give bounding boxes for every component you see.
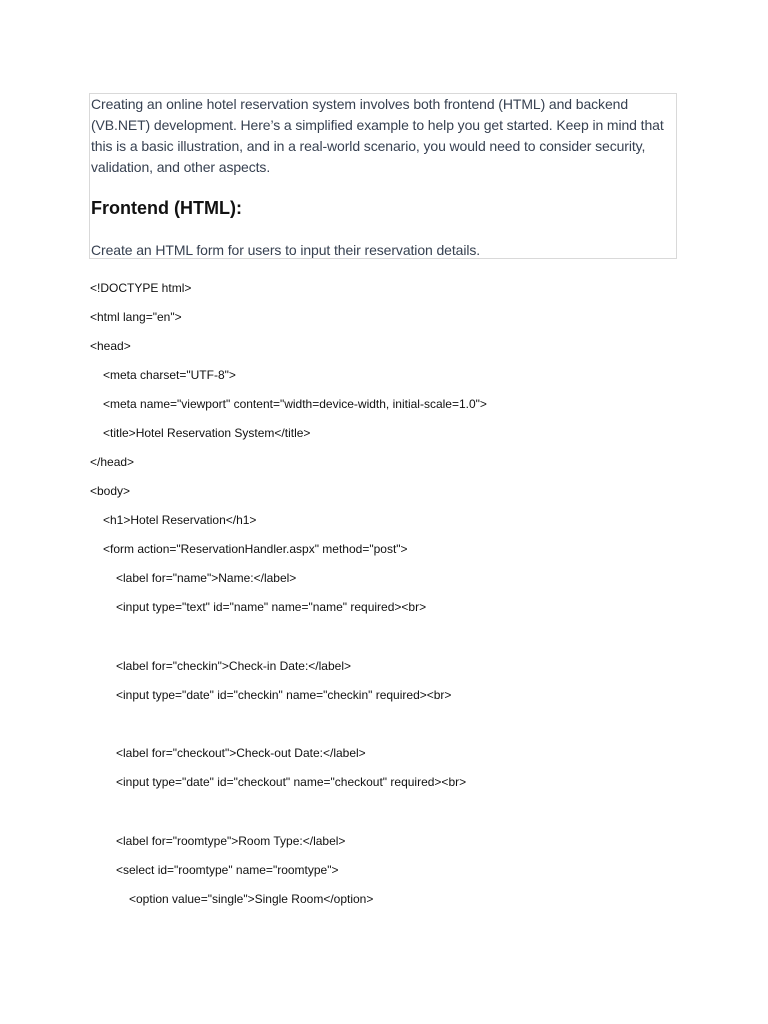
code-line: </head>	[90, 455, 135, 469]
section-heading: Frontend (HTML):	[91, 198, 242, 218]
code-line: <form action="ReservationHandler.aspx" method="post">	[103, 542, 408, 556]
code-line: <!DOCTYPE html>	[90, 281, 192, 295]
code-line: <input type="text" id="name" name="name" required><br>	[116, 600, 427, 614]
code-line: <h1>Hotel Reservation</h1>	[103, 513, 257, 527]
intro-paragraph: Creating an online hotel reservation system involves both frontend (HTML) and backend (VB.NET) development. Here’s a simplified example to help you get started. Keep in mind that this is a basic illustration, and in a real-world scenario, you would need to consider security, validation, and other aspects.	[91, 96, 664, 175]
code-line: <label for="checkin">Check-in Date:</label>	[116, 659, 351, 673]
code-line: <head>	[90, 339, 131, 353]
intro-subtext: Create an HTML form for users to input their reservation details.	[91, 242, 481, 258]
code-line: <meta name="viewport" content="width=device-width, initial-scale=1.0">	[103, 397, 487, 411]
code-line: <html lang="en">	[90, 310, 182, 324]
code-line: <select id="roomtype" name="roomtype">	[116, 863, 339, 877]
code-line: <input type="date" id="checkin" name="checkin" required><br>	[116, 688, 452, 702]
code-line: <body>	[90, 484, 131, 498]
code-line: <option value="single">Single Room</option>	[129, 892, 374, 906]
code-line: <label for="name">Name:</label>	[116, 571, 297, 585]
code-line: <input type="date" id="checkout" name="checkout" required><br>	[116, 775, 467, 789]
code-line: <title>Hotel Reservation System</title>	[103, 426, 311, 440]
code-line: <label for="roomtype">Room Type:</label>	[116, 834, 346, 848]
code-line: <meta charset="UTF-8">	[103, 368, 236, 382]
code-line: <label for="checkout">Check-out Date:</label>	[116, 746, 366, 760]
